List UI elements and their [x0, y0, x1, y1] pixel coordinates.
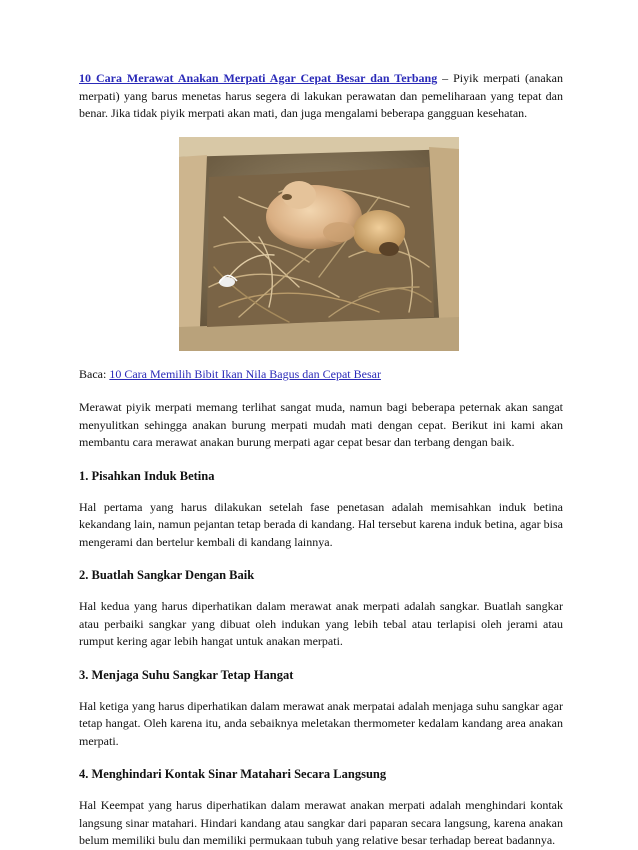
section-2 [79, 566, 563, 651]
intro-paragraph [79, 70, 563, 123]
baca-label: Baca: [79, 366, 110, 381]
section-heading: 1. Pisahkan Induk Betina [79, 468, 215, 483]
section-body: Hal pertama yang harus dilakukan setelah fase penetasan adalah memisahkan induk betina kekandang lain, namun pejantan tetap berada di kandang. Hal tersebut karena induk betina, agar bisa mengerami dan bertelur kembali di kandang lainnya. [79, 499, 563, 549]
section-body: Hal ketiga yang harus diperhatikan dalam merawat anak merpatai adalah menjaga suhu sangkar agar tetap hangat. Oleh karena itu, anda sebaiknya meletakan thermometer kedalam kandang area anakan merpati. [79, 698, 563, 748]
section-heading: 2. Buatlah Sangkar Dengan Baik [79, 568, 255, 582]
section-heading: 3. Menjaga Suhu Sangkar Tetap Hangat [79, 667, 294, 682]
section-body: Hal Keempat yang harus diperhatikan dalam merawat anakan merpati adalah menghindari kontak langsung sinar matahari. Hindari kandang atau sangkar dari paparan secara langsung, karena anakan belum memiliki bulu dan memiliki permukaan tubuh yang relative besar terhadap bereat badannya. [79, 798, 563, 847]
paragraph-intro-care: Merawat piyik merpati memang terlihat sangat muda, namun bagi beberapa peternak akan sangat menyulitkan sehingga anakan burung merpati mudah mati dengan cepat. Berikut ini kami akan membantu cara merawat anakan burung merpati agar cepat besar dan terbang dengan baik. [79, 400, 563, 449]
section-3 [79, 666, 563, 751]
baca-line [79, 366, 563, 384]
section-body: Hal kedua yang harus diperhatikan dalam merawat anak merpati adalah sangkar. Buatlah sangkar atau perbaiki sangkar yang dibuat oleh indukan yang lebih tebal atau terlapisi oleh jerami atau rumput kering agar lebih hangat untuk anakan merpati. [79, 599, 563, 648]
section-4 [79, 765, 563, 850]
baca-link[interactable]: 10 Cara Memilih Bibit Ikan Nila Bagus dan Cepat Besar [109, 366, 381, 381]
intro-title-link[interactable]: 10 Cara Merawat Anakan Merpati Agar Cepat Besar dan Terbang [79, 71, 438, 85]
pigeon-chicks-photo [179, 137, 459, 351]
section-1 [79, 467, 563, 552]
section-heading: 4. Menghindari Kontak Sinar Matahari Secara Langsung [79, 767, 387, 781]
article-content [79, 70, 563, 850]
intro-text: – Piyik merpati (anakan merpati) yang barus menetas harus segera di lakukan perawatan dan pemeliharaan yang tepat dan benar. Jika tidak piyik merpati akan mati, dan juga mengalami beberapa gangguan kesehatan. [79, 71, 564, 120]
pigeon-chicks-in-nest-icon [179, 137, 459, 351]
